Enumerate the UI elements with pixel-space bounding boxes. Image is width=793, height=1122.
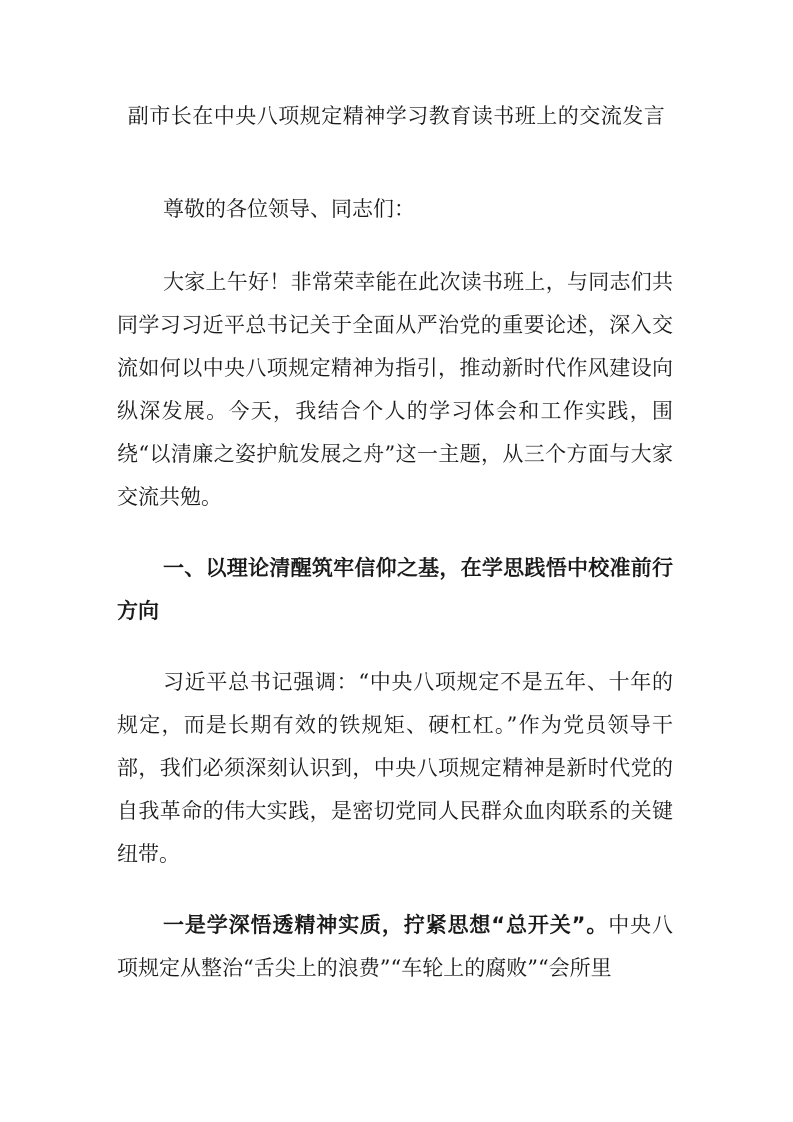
section-1-heading: 一、以理论清醒筑牢信仰之基，在学思践悟中校准前行方向 <box>117 556 673 623</box>
point-1-paragraph <box>117 904 673 990</box>
point-1-text: 中央八项规定从整治“舌尖上的浪费”“车轮上的腐败”“会所里 <box>117 913 674 980</box>
document-title: 副市长在中央八项规定精神学习教育读书班上的交流发言 <box>127 104 666 128</box>
salutation: 尊敬的各位领导、同志们： <box>163 197 415 221</box>
point-1-lead: 一是学深悟透精神实质，拧紧思想“总开关”。 <box>163 913 609 937</box>
document-body <box>117 188 673 1018</box>
intro-paragraph: 大家上午好！非常荣幸能在此次读书班上，与同志们共同学习习近平总书记关于全面从严治党的重要论述，深入交流如何以中央八项规定精神为指引，推动新时代作风建设向纵深发展。今天，我结合个人的学习体会和工作实践，围绕“以清廉之姿护航发展之舟”这一主题，从三个方面与大家交流共勉。 <box>117 270 673 509</box>
section-1-paragraph: 习近平总书记强调：“中央八项规定不是五年、十年的规定，而是长期有效的铁规矩、硬杠杠。”作为党员领导干部，我们必须深刻认识到，中央八项规定精神是新时代党的自我革命的伟大实践，是密切党同人民群众血肉联系的关键纽带。 <box>117 670 673 866</box>
